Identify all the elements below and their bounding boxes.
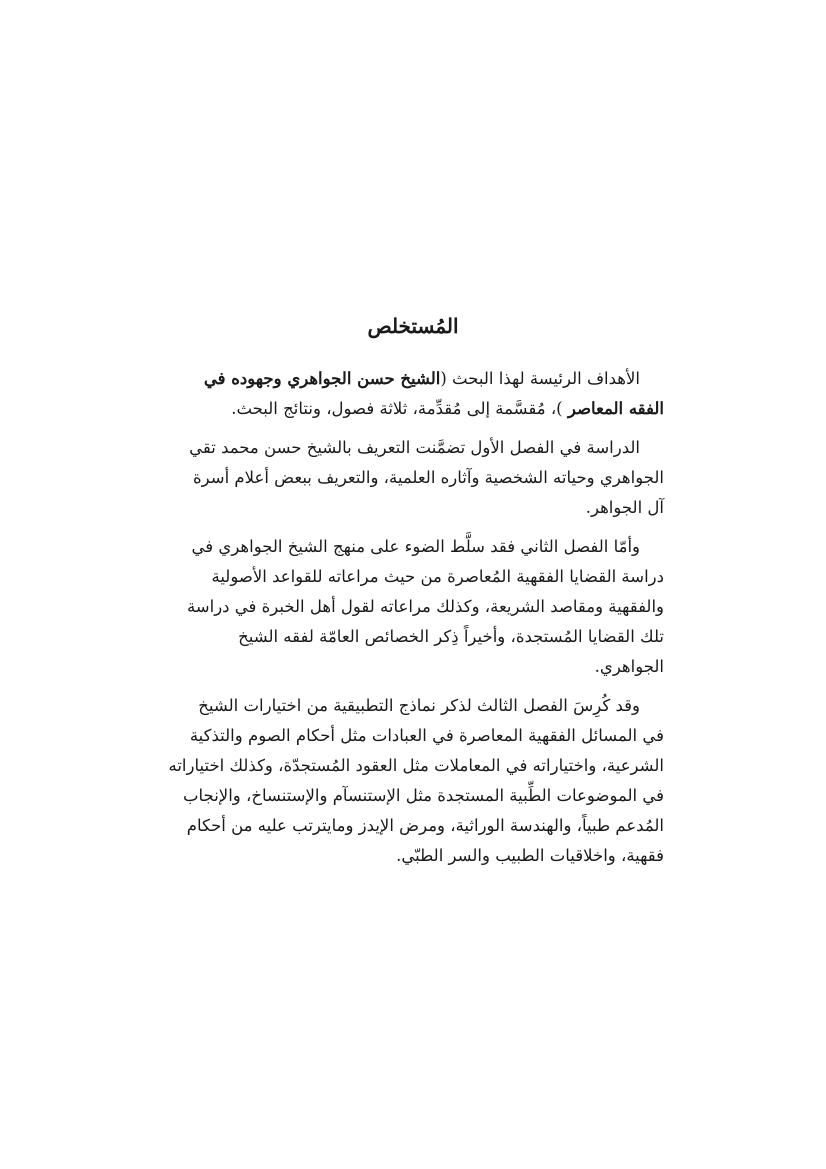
paragraph-chapter-one: الدراسة في الفصل الأول تضمَّنت التعريف بالشيخ حسن محمد تقي الجواهري وحياته الشخصية وآثاره العلمية، والتعريف ببعض أعلام أسرة آل الجواهر. [189, 438, 664, 517]
goals-structure-text: )، مُقسَّمة إلى مُقدِّمة، ثلاثة فصول، ونتائج البحث. [231, 399, 568, 418]
paragraph-research-goals [164, 364, 664, 424]
paragraph-chapter-two: وأمّا الفصل الثاني فقد سلَّط الضوء على منهج الشيخ الجواهري في دراسة القضايا الفقهية المُعاصرة من حيث مراعاته للقواعد الأصولية والفقهية ومقاصد الشريعة، وكذلك مراعاته لقول أهل الخبرة في دراسة تلك القضايا المُستجدة، وأخيراً ذِكر الخصائص العامّة لفقه الشيخ الجواهري. [186, 537, 664, 676]
research-title-bold: الشيخ حسن الجواهري وجهوده في الفقه المعاصر [203, 369, 664, 418]
goals-intro-text: الأهداف الرئيسة لهذا البحث ( [440, 369, 640, 388]
paragraph-chapter-three: وقد كُرِسَ الفصل الثالث لذكر نماذج التطبيقية من اختيارات الشيخ في المسائل الفقهية المعاصرة في العبادات مثل أحكام الصوم والتذكية الشرعية، واختياراته في المعاملات مثل العقود المُستجدّة، وكذلك اختياراته في الموضوعات الطِّبية المستجدة مثل الإستنسآم والإستنساخ، والإنجاب المُدعم طبياً، والهندسة الوراثية، ومرض الإيدز ومايترتب عليه من أحكام فقهية، واخلاقيات الطبيب والسر الطبّي. [168, 696, 664, 865]
abstract-body [164, 364, 664, 880]
page-title: المُستخلص [367, 314, 459, 338]
